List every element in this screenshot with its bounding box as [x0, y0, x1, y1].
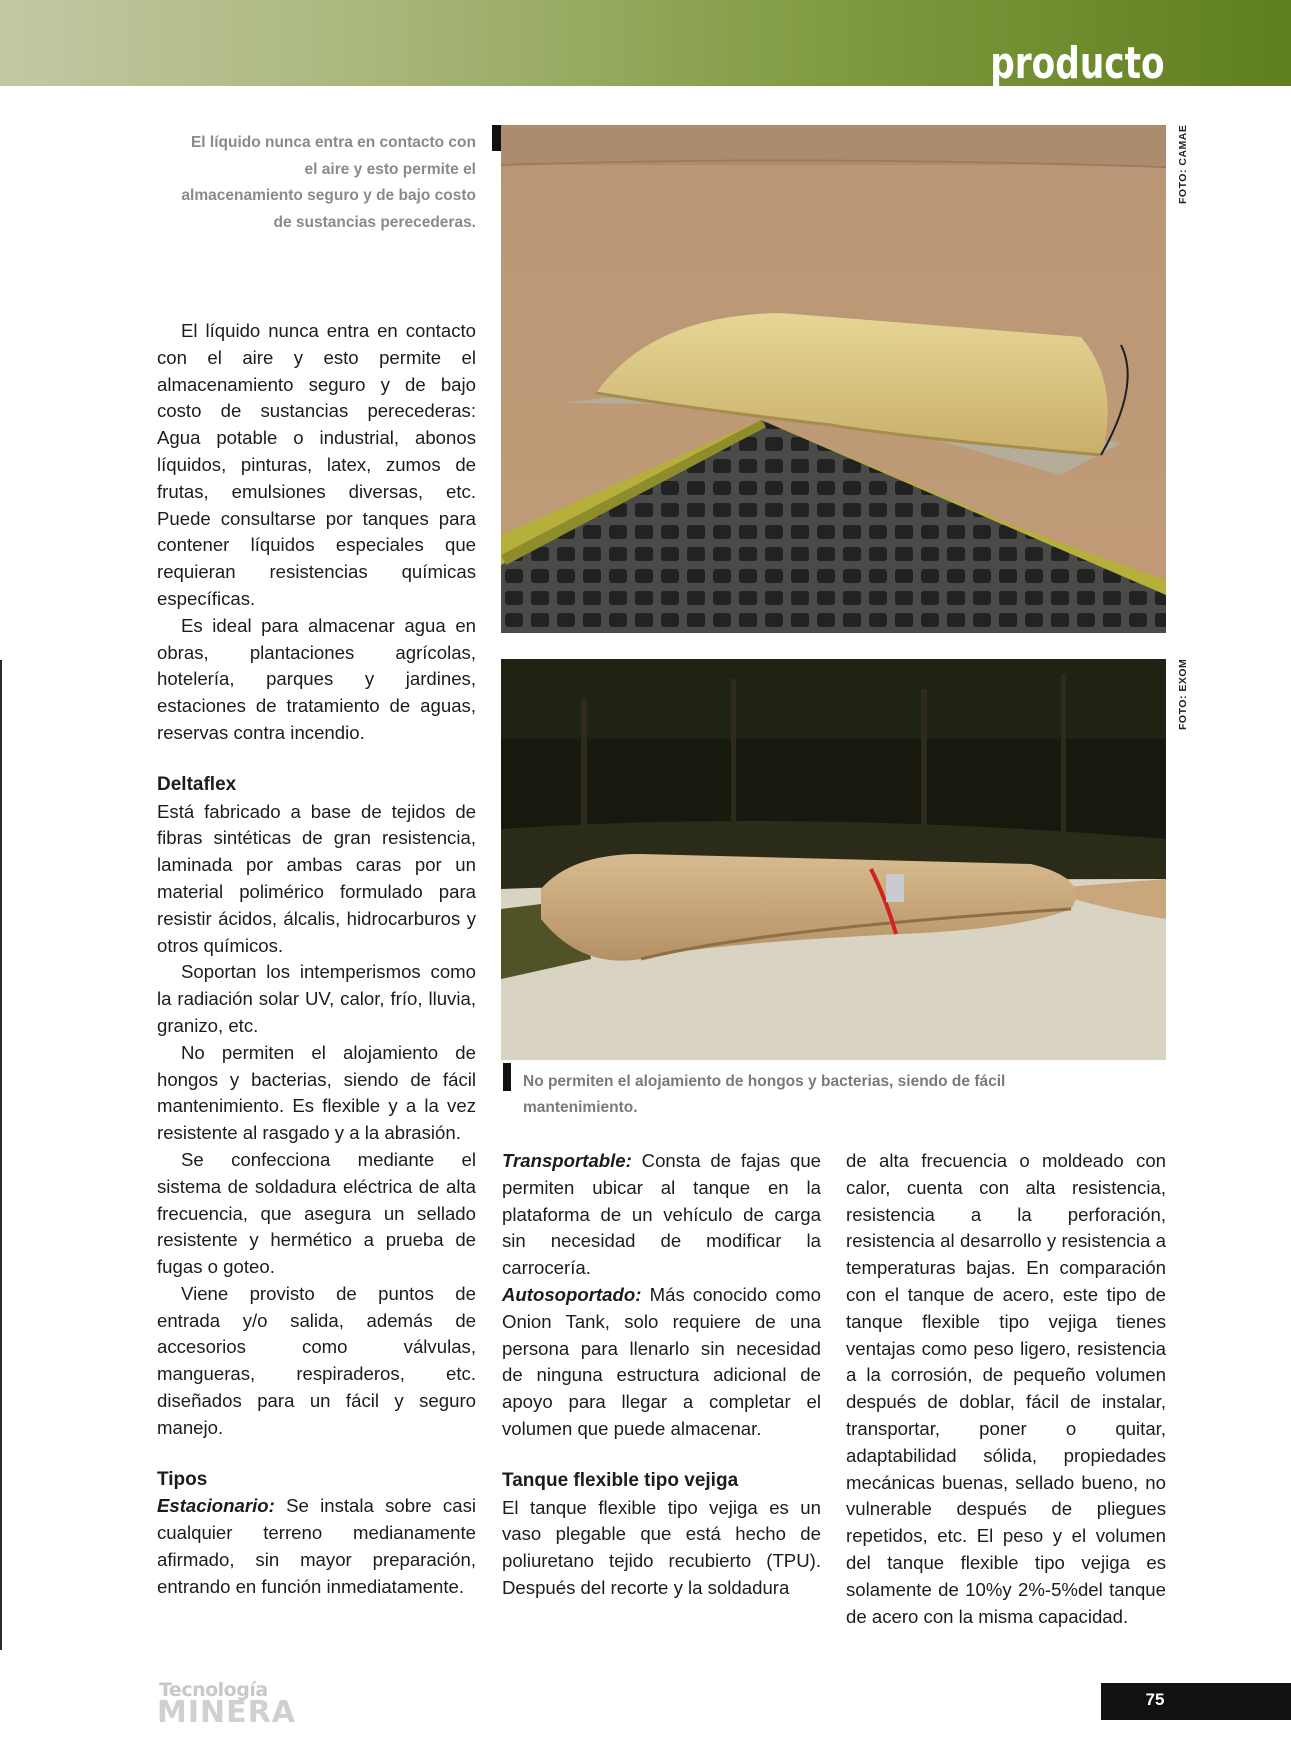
logo-bottom-text: MINERA [157, 1695, 296, 1730]
deltaflex-paragraph-4: Se confecciona mediante el sistema de soldadura eléctrica de alta frecuencia, que asegura un sellado resistente y hermético a prueba de fugas o goteo. [157, 1148, 476, 1278]
vejiga-continued-paragraph: de alta frecuencia o moldeado con calor, cuenta con alta resistencia, resistencia a la perforación, resistencia al desarrollo y resistencia a temperaturas bajas. En comparación con el tanque de acero, este tipo de tanque flexible tipo vejiga tienes ventajas como peso ligero, resistencia a la corrosión, de pequeño volumen después de doblar, fácil de instalar, transportar, poner o quitar, adaptabilidad sólida, propiedades mecánicas buenas, sellado bueno, no vulnerable después de pliegues repetidos, etc. El peso y el volumen del tanque flexible tipo vejiga es solamente de 10%y 2%-5%del tanque de acero con la misma capacidad. [846, 1150, 1166, 1627]
intro-paragraph-2: Es ideal para almacenar agua en obras, plantaciones agrícolas, hotelería, parques y jardines, estaciones de tratamiento de aguas, reservas contra incendio. [157, 614, 476, 743]
autosoportado-label: Autosoportado: [502, 1283, 642, 1305]
pull-quote: El líquido nunca entra en contacto con el aire y esto permite el almacenamiento seguro y de bajo costo de sustancias perecederas. [181, 134, 476, 231]
page-number: 75 [1145, 1690, 1165, 1709]
desert-tank-illustration [501, 125, 1166, 633]
logo-top-text: Tecnología [159, 1679, 268, 1701]
magazine-logo [157, 1679, 327, 1730]
photo-marker [492, 125, 501, 151]
page-edge-rule [0, 660, 2, 1650]
transportable-label: Transportable: [502, 1150, 632, 1171]
photo-forest-pillow-tank [501, 659, 1166, 1060]
column-1 [157, 318, 476, 1601]
section-title: producto [990, 38, 1165, 89]
vejiga-heading: Tanque flexible tipo vejiga [502, 1469, 739, 1491]
column-2 [502, 1148, 821, 1602]
photo-credit-2: FOTO: EXOM [1177, 658, 1189, 730]
transportable-text: Consta de fajas que permiten ubicar al tanque en la plataforma de un vehículo de carga sin necesidad de modificar la carrocería. [502, 1150, 821, 1279]
photo-caption: No permiten el alojamiento de hongos y bacterias, siendo de fácil mantenimiento. [523, 1073, 1006, 1116]
deltaflex-heading: Deltaflex [157, 773, 237, 795]
forest-tank-illustration [501, 659, 1166, 1060]
estacionario-text: Se instala sobre casi cualquier terreno medianamente afirmado, sin mayor preparación, entrando en función inmediatamente. [157, 1495, 476, 1597]
transportable-paragraph [502, 1148, 821, 1282]
vejiga-paragraph: El tanque flexible tipo vejiga es un vaso plegable que está hecho de poliuretano tejido recubierto (TPU). Después del recorte y la soldadura [502, 1496, 821, 1598]
autosoportado-paragraph [502, 1282, 821, 1443]
photo-desert-pillow-tank [501, 125, 1166, 633]
deltaflex-paragraph-1: Está fabricado a base de tejidos de fibras sintéticas de gran resistencia, laminada por ambas caras por un material polimérico formulado para resistir ácidos, álcalis, hidrocarburos y otros químicos. [157, 800, 476, 956]
deltaflex-paragraph-2: Soportan los intemperismos como la radiación solar UV, calor, frío, lluvia, granizo, etc. [157, 961, 476, 1036]
autosoportado-text: Más conocido como Onion Tank, solo requiere de una persona para llenarlo sin necesidad de ninguna estructura adicional de apoyo para llegar a completar el volumen que puede almacenar. [502, 1283, 821, 1439]
tipos-heading: Tipos [157, 1468, 208, 1490]
deltaflex-paragraph-5: Viene provisto de puntos de entrada y/o salida, además de accesorios como válvulas, mangueras, respiraderos, etc. diseñados para un fácil y seguro manejo. [157, 1282, 476, 1438]
caption-marker [503, 1063, 511, 1091]
deltaflex-paragraph-3: No permiten el alojamiento de hongos y bacterias, siendo de fácil mantenimiento. Es flexible y a la vez resistente al rasgado y a la abrasión. [157, 1041, 476, 1144]
estacionario-paragraph [157, 1493, 476, 1600]
intro-paragraph-1: El líquido nunca entra en contacto con el aire y esto permite el almacenamiento seguro y de bajo costo de sustancias perecederas: Agua potable o industrial, abonos líquidos, pinturas, latex, zumos de frutas, emulsiones diversas, etc. Puede consultarse por tanques para contener líquidos especiales que requieran resistencias químicas específicas. [157, 320, 476, 609]
page-number-box [1101, 1683, 1291, 1720]
photo-credit-1: FOTO: CAMAE [1177, 124, 1189, 204]
column-3 [846, 1148, 1166, 1630]
estacionario-label: Estacionario: [157, 1495, 275, 1517]
